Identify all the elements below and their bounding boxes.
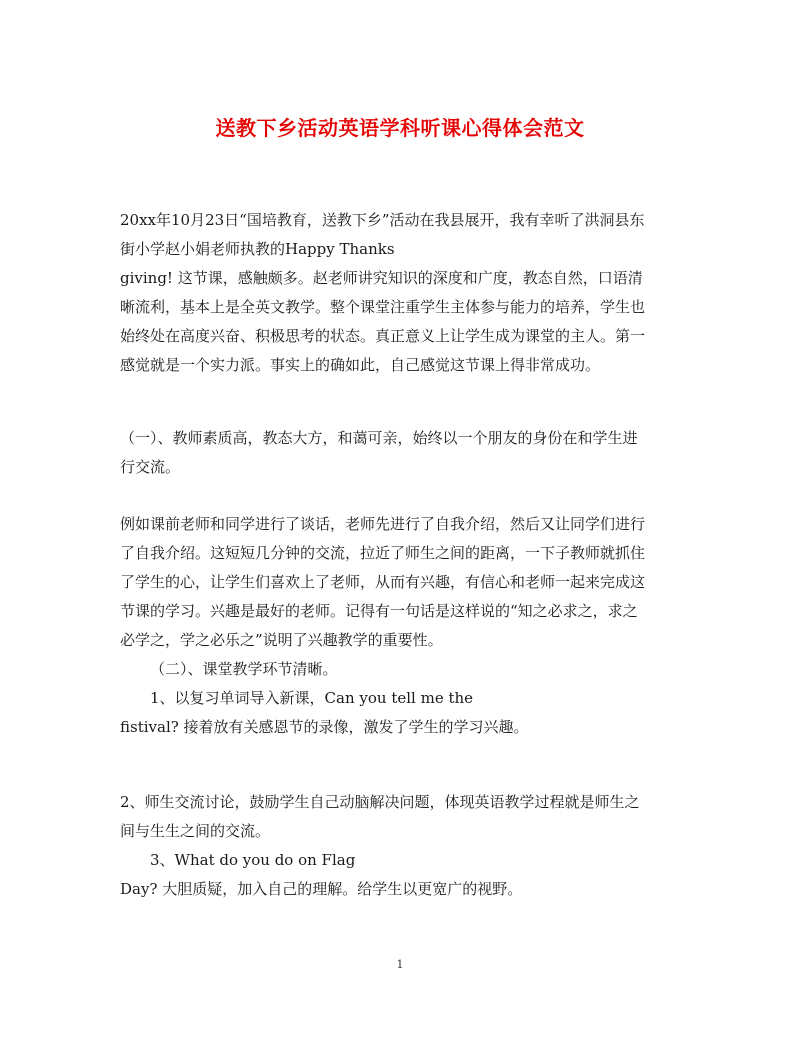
text-line: 行交流。 [120, 458, 181, 476]
text-line: 间与生生之间的交流。 [120, 822, 271, 840]
text-line: Day? 大胆质疑，加入自己的理解。给学生以更宽广的视野。 [120, 880, 523, 898]
text-line: 必学之，学之必乐之”说明了兴趣教学的重要性。 [120, 631, 443, 649]
text-line: 节课的学习。兴趣是最好的老师。记得有一句话是这样说的“知之必求之，求之 [120, 602, 638, 620]
text-line: 2、师生交流讨论，鼓励学生自己动脑解决问题，体现英语教学过程就是师生之 [120, 793, 640, 811]
text-line: 感觉就是一个实力派。事实上的确如此，自己感觉这节课上得非常成功。 [120, 356, 601, 374]
document-title: 送教下乡活动英语学科听课心得体会范文 [215, 116, 585, 140]
text-line: （一）、教师素质高，教态大方，和蔼可亲，始终以一个朋友的身份在和学生进 [120, 429, 638, 447]
text-line: 了自我介绍。这短短几分钟的交流，拉近了师生之间的距离，一下子教师就抓住 [120, 544, 646, 562]
text-line: 了学生的心，让学生们喜欢上了老师，从而有兴趣，有信心和老师一起来完成这 [120, 573, 646, 591]
text-line: 20xx年10月23日“国培教育，送教下乡”活动在我县展开，我有幸听了洪洞县东 [120, 211, 645, 229]
paragraph-1 [120, 206, 680, 380]
text-line: 始终处在高度兴奋、积极思考的状态。真正意义上让学生成为课堂的主人。第一 [120, 327, 646, 345]
paragraph-2 [120, 424, 680, 482]
text-line: 1、以复习单词导入新课，Can you tell me the [150, 689, 474, 707]
text-line: giving! 这节课，感触颇多。赵老师讲究知识的深度和广度，教态自然，口语清 [120, 269, 643, 287]
text-line: 晰流利，基本上是全英文教学。整个课堂注重学生主体参与能力的培养，学生也 [120, 298, 646, 316]
page-number: 1 [396, 958, 404, 971]
paragraph-4 [120, 788, 680, 904]
text-line: （二）、课堂教学环节清晰。 [150, 660, 338, 678]
text-line: 3、What do you do on Flag [150, 851, 356, 869]
text-line: 街小学赵小娟老师执教的Happy Thanks [120, 240, 395, 258]
text-line: 例如课前老师和同学进行了谈话，老师先进行了自我介绍，然后又让同学们进行 [120, 515, 646, 533]
paragraph-3 [120, 510, 680, 742]
text-line: fistival? 接着放有关感恩节的录像，激发了学生的学习兴趣。 [120, 718, 529, 736]
